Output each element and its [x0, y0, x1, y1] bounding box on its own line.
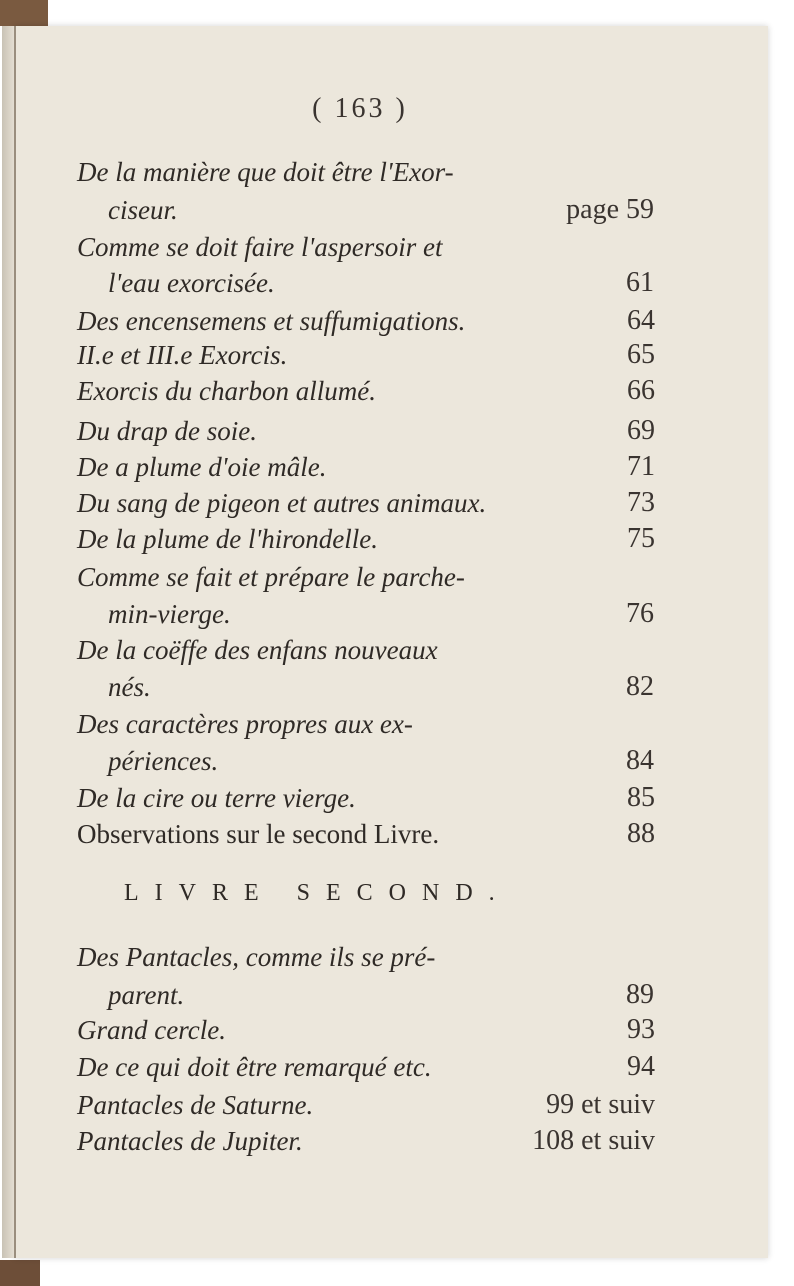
toc-page: 64 — [627, 305, 655, 336]
toc-page: 66 — [627, 375, 655, 406]
toc-page: 73 — [627, 487, 655, 518]
toc-line — [108, 670, 654, 704]
toc-text: Grand cercle. — [77, 1015, 226, 1045]
toc-line — [77, 781, 655, 815]
toc-text: Des encensemens et suffumigations. — [77, 306, 466, 336]
toc-line — [77, 338, 655, 372]
toc-page: 84 — [626, 745, 654, 776]
toc-text: Pantacles de Saturne. — [77, 1090, 314, 1120]
toc-page: 75 — [627, 523, 655, 554]
toc-text: Du sang de pigeon et autres animaux. — [77, 488, 487, 518]
toc-line — [108, 978, 654, 1012]
toc-line: Comme se doit faire l'aspersoir et — [77, 232, 443, 262]
toc-line — [77, 374, 655, 408]
toc-text: parent. — [108, 980, 185, 1010]
toc-line: Des caractères propres aux ex- — [77, 709, 413, 739]
toc-text: l'eau exorcisée. — [108, 268, 275, 298]
toc-text: Observations sur le second Livre. — [77, 819, 440, 849]
toc-line — [77, 1050, 655, 1084]
toc-text: De la cire ou terre vierge. — [77, 783, 356, 813]
toc-line — [77, 1013, 655, 1047]
toc-line — [77, 414, 655, 448]
page-number: ( 163 ) — [312, 93, 408, 124]
toc-line — [77, 522, 655, 556]
toc-line: Comme se fait et prépare le parche- — [77, 562, 465, 592]
toc-line — [108, 597, 654, 631]
toc-page: 69 — [627, 415, 655, 446]
toc-text: nés. — [108, 672, 151, 702]
toc-line — [108, 266, 654, 300]
toc-page: 65 — [627, 339, 655, 370]
toc-page: 94 — [627, 1051, 655, 1082]
toc-page: 76 — [626, 598, 654, 629]
toc-text: II.e et III.e Exorcis. — [77, 340, 288, 370]
toc-page: 108 et suiv — [532, 1125, 655, 1156]
toc-line — [108, 744, 654, 778]
toc-text: De la plume de l'hirondelle. — [77, 524, 378, 554]
toc-page: 71 — [627, 451, 655, 482]
toc-text: De a plume d'oie mâle. — [77, 452, 327, 482]
toc-text: De ce qui doit être remarqué etc. — [77, 1052, 432, 1082]
toc-page: 61 — [626, 267, 654, 298]
toc-page: 99 et suiv — [546, 1089, 655, 1120]
toc-text: min-vierge. — [108, 599, 231, 629]
toc-text: Exorcis du charbon allumé. — [77, 376, 376, 406]
toc-line: De la coëffe des enfans nouveaux — [77, 635, 438, 665]
toc-page: 93 — [627, 1014, 655, 1045]
toc-text: ciseur. — [108, 195, 178, 225]
toc-page: 82 — [626, 671, 654, 702]
toc-line — [77, 1124, 655, 1158]
toc-line — [77, 304, 655, 338]
toc-page: page 59 — [566, 194, 654, 225]
toc-text: périences. — [108, 746, 219, 776]
toc-line — [77, 1088, 655, 1122]
toc-line: Des Pantacles, comme ils se pré- — [77, 942, 436, 972]
toc-line — [108, 193, 654, 227]
binding-corner-top — [0, 0, 48, 26]
toc-page: 85 — [627, 782, 655, 813]
binding-corner-bottom — [0, 1260, 40, 1286]
toc-line — [77, 450, 655, 484]
toc-text: Du drap de soie. — [77, 416, 257, 446]
toc-page: 88 — [627, 818, 655, 849]
toc-page: 89 — [626, 979, 654, 1010]
toc-line — [77, 486, 655, 520]
toc-line — [77, 817, 655, 851]
section-heading: LIVRE SECOND. — [124, 880, 511, 906]
toc-text: Pantacles de Jupiter. — [77, 1126, 303, 1156]
toc-line: De la manière que doit être l'Exor- — [77, 157, 454, 187]
